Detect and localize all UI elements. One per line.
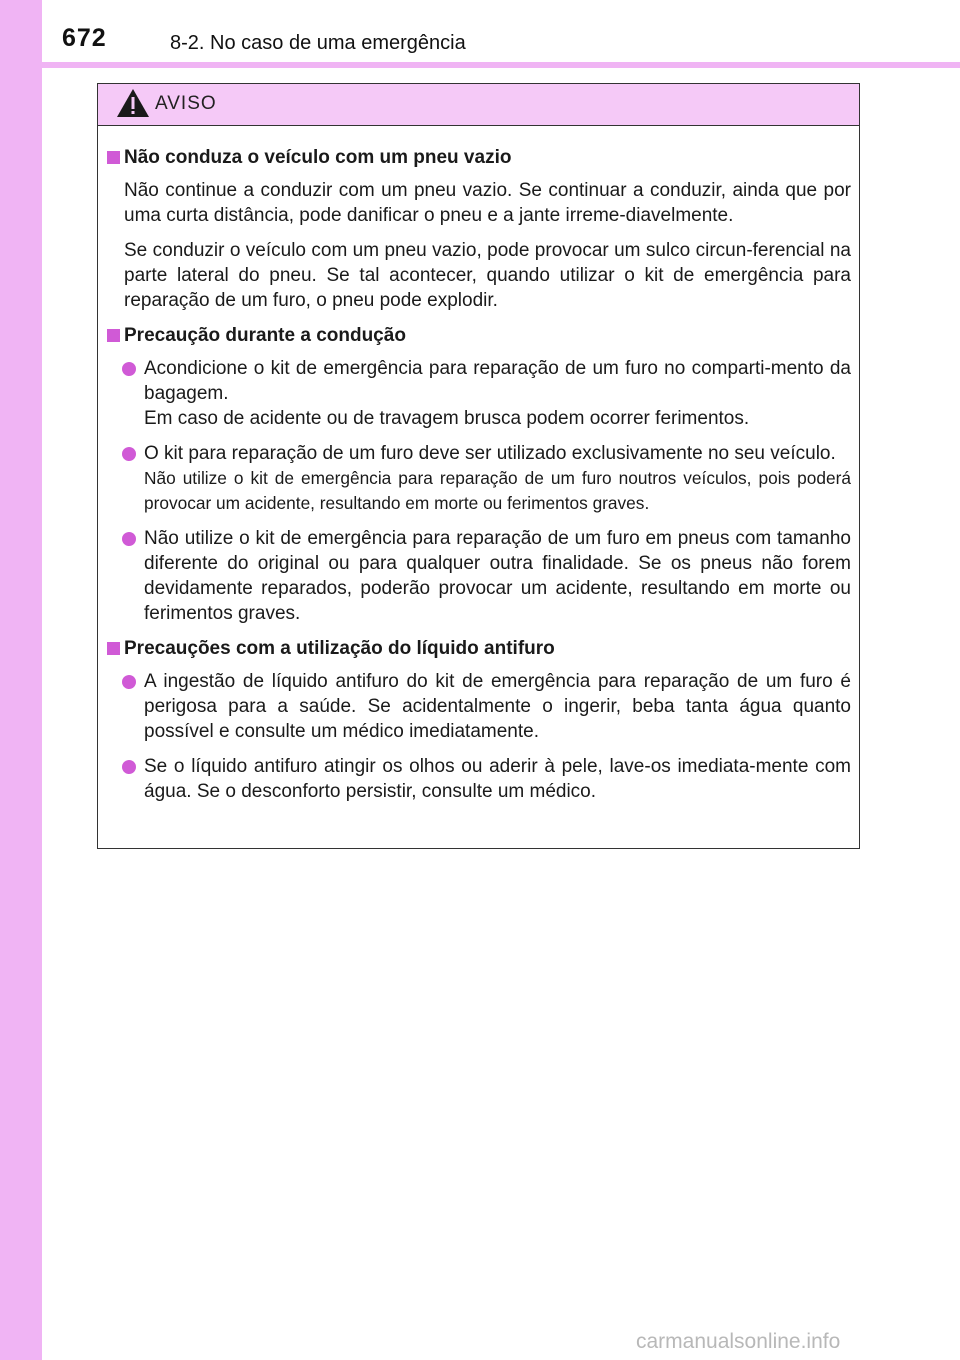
list-item-text: Não utilize o kit de emergência para reparação de um furo em pneus com tamanho diferente do original ou para qualquer outra finalidade. Se os pneus não forem devidamente reparados, poderão provocar um acidente, resultando em morte ou ferimentos graves.: [144, 528, 851, 624]
warning-header: [98, 84, 859, 126]
list-item-note: Em caso de acidente ou de travagem brusca podem ocorrer ferimentos.: [144, 408, 750, 429]
side-tab-bar: [0, 0, 42, 1360]
watermark: carmanualsonline.info: [636, 1330, 841, 1353]
section-heading-text: Precauções com a utilização do líquido antifuro: [124, 638, 555, 659]
list-item-text: Acondicione o kit de emergência para reparação de um furo no comparti-mento da bagagem.: [144, 358, 851, 404]
paragraph: Se conduzir o veículo com um pneu vazio, pode provocar um sulco circun-ferencial na parte lateral do pneu. Se tal acontecer, quando utilizar o kit de emergência para reparação de um furo, o pneu pode explodir.: [124, 240, 851, 311]
warning-body: [98, 126, 859, 804]
square-bullet-icon: [107, 329, 120, 342]
section-heading: [106, 145, 851, 170]
list-item-note: Não utilize o kit de emergência para reparação de um furo noutros veículos, pois poderá provocar um acidente, resultando em morte ou ferimentos graves.: [144, 468, 851, 513]
list-item: [106, 441, 851, 516]
round-bullet-icon: [122, 362, 136, 376]
list-item-text: Se o líquido antifuro atingir os olhos ou aderir à pele, lave-os imediata-mente com água. Se o desconforto persistir, consulte um médico.: [144, 756, 851, 802]
list-item-text: A ingestão de líquido antifuro do kit de emergência para reparação de um furo é perigosa para a saúde. Se acidentalmente o ingerir, beba tanta água quanto possível e consulte um médico imediatamente.: [144, 671, 851, 742]
paragraph: Não continue a conduzir com um pneu vazio. Se continuar a conduzir, ainda que por uma curta distância, pode danificar o pneu e a jante irreme-diavelmente.: [124, 180, 851, 226]
round-bullet-icon: [122, 532, 136, 546]
warning-label: AVISO: [155, 93, 217, 114]
list-item: [106, 669, 851, 744]
warning-triangle-icon: [116, 88, 150, 118]
round-bullet-icon: [122, 447, 136, 461]
section-title: 8-2. No caso de uma emergência: [170, 32, 466, 54]
section-heading: [106, 636, 851, 661]
list-item: [106, 526, 851, 626]
page-number: 672: [62, 24, 107, 52]
section-heading: [106, 323, 851, 348]
warning-box: [97, 83, 860, 849]
round-bullet-icon: [122, 675, 136, 689]
header-rule: [42, 62, 960, 68]
list-item-text: O kit para reparação de um furo deve ser utilizado exclusivamente no seu veículo.: [144, 443, 836, 464]
section-heading-text: Não conduza o veículo com um pneu vazio: [124, 147, 512, 168]
section-heading-text: Precaução durante a condução: [124, 325, 406, 346]
square-bullet-icon: [107, 151, 120, 164]
square-bullet-icon: [107, 642, 120, 655]
round-bullet-icon: [122, 760, 136, 774]
list-item: [106, 356, 851, 431]
list-item: [106, 754, 851, 804]
